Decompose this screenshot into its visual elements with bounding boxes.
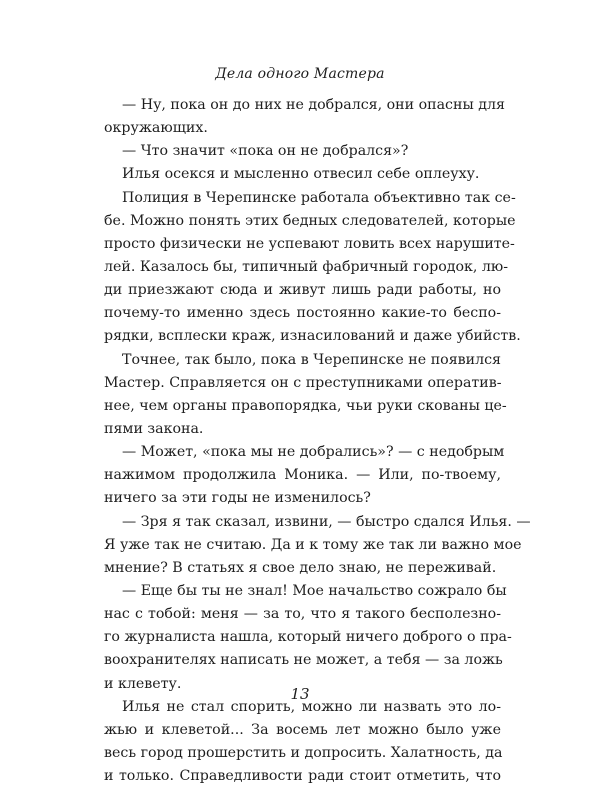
text-line: почему-то именно здесь постоянно какие-то беспо- [104, 305, 501, 322]
text-line: пями закона. [104, 420, 204, 437]
text-line: ди приезжают сюда и живут лишь ради работы, но [104, 282, 501, 299]
text-line: Я уже так не считаю. Да и к тому же так ли важно мое [104, 536, 522, 553]
text-line: Мастер. Справляется он с преступниками оператив- [104, 374, 502, 391]
text-line: — Зря я так сказал, извини, — быстро сдался Илья. — [122, 513, 531, 530]
text-line: Точнее, так было, пока в Черепинске не появился [122, 351, 501, 368]
text-line: бе. Можно понять этих бедных следователей, которые [104, 212, 516, 229]
text-line: нажимом продолжила Моника. — Или, по-твоему, [104, 467, 501, 484]
text-line: ничего за эти годы не изменилось? [104, 490, 371, 507]
text-line: окружающих. [104, 120, 208, 137]
running-head: Дела одного Мастера [215, 66, 385, 82]
text-line: — Ну, пока он до них не добрался, они опасны для [122, 97, 505, 113]
text-line: весь город прошерстить и допросить. Халатность, да [104, 744, 503, 761]
text-line: нас с тобой: меня — за то, что я такого бесполезно- [104, 606, 501, 623]
body-text [104, 94, 531, 788]
page-number: 13 [290, 685, 310, 703]
text-line: мнение? В статьях я свое дело знаю, не переживай. [104, 559, 497, 576]
text-line: просто физически не успевают ловить всех нарушите- [104, 235, 515, 252]
text-line: — Еще бы ты не знал! Мое начальство сожрало бы [122, 582, 507, 599]
text-line: лей. Казалось бы, типичный фабричный городок, лю- [104, 258, 509, 275]
text-line: Илья не стал спорить, можно ли назвать это ло- [122, 698, 501, 715]
text-line: и только. Справедливости ради стоит отметить, что [104, 768, 501, 785]
text-line: нее, чем органы правопорядка, чьи руки скованы це- [104, 397, 507, 414]
text-line: Полиция в Черепинске работала объективно так се- [122, 189, 516, 206]
text-line: — Что значит «пока он не добрался»? [122, 143, 409, 160]
text-line: — Может, «пока мы не добрались»? — с недобрым [122, 444, 505, 461]
text-line: и клевету. [104, 675, 182, 692]
text-line: жью и клеветой... За восемь лет можно было уже [104, 721, 501, 738]
text-line: воохранителях написать не может, а тебя — за ложь [104, 652, 503, 669]
text-line: Илья осекся и мысленно отвесил себе оплеуху. [122, 166, 480, 183]
text-line: рядки, всплески краж, изнасилований и даже убийств. [104, 328, 521, 345]
text-line: го журналиста нашла, который ничего доброго о пра- [104, 629, 512, 646]
